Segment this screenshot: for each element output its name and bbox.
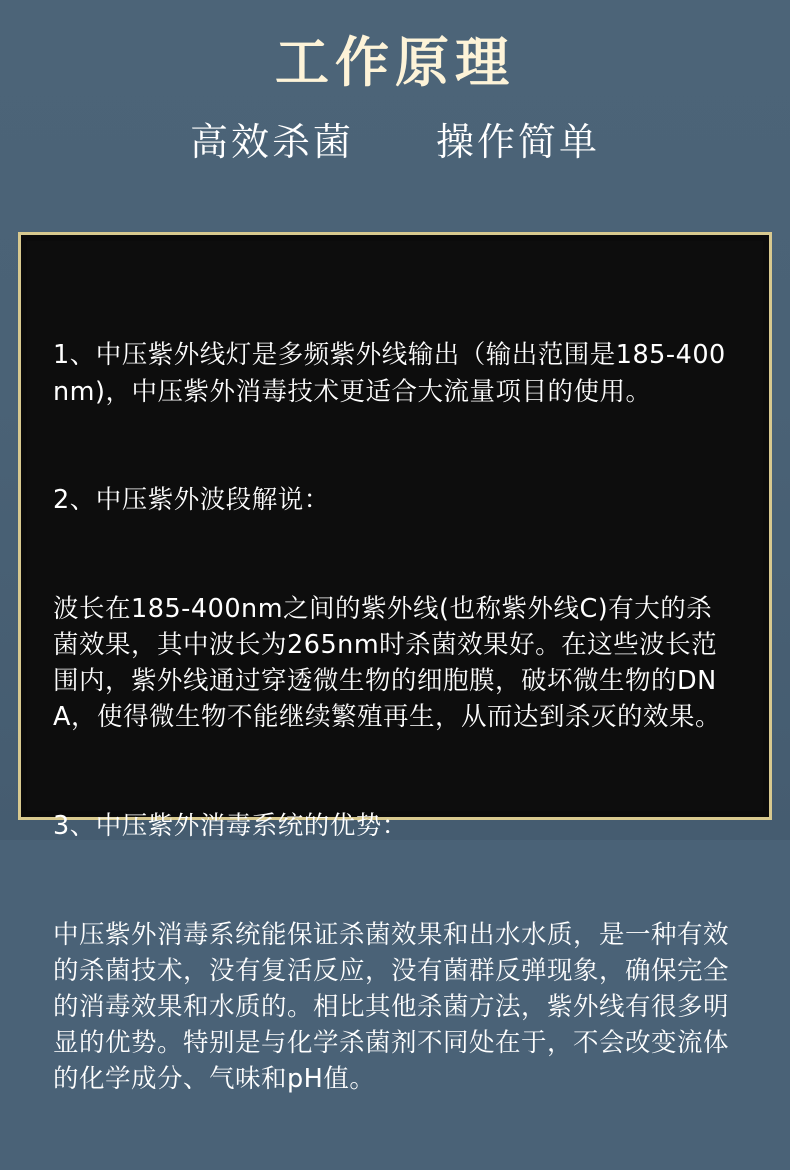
body-text-block: [53, 265, 737, 1170]
poster-header: [0, 0, 790, 167]
paragraph-4: 3、中压紫外消毒系统的优势：: [53, 811, 408, 842]
content-panel-inner: [27, 241, 763, 1095]
paragraph-5: 中压紫外消毒系统能保证杀菌效果和出水水质，是一种有效的杀菌技术，没有复活反应，没有菌群反弹现象，确保完全的消毒效果和水质的。相比其他杀菌方法，紫外线有很多明显的优势。特别是与化学杀菌剂不同处在于，不会改变流体的化学成分、气味和pH值。: [53, 919, 730, 1095]
page-subtitle: 高效杀菌 操作简单: [189, 122, 600, 165]
content-panel: [18, 232, 772, 1095]
paragraph-2: 2、中压紫外波段解说：: [53, 485, 330, 516]
page-title: 工作原理: [275, 33, 515, 93]
paragraph-3: 波长在185-400nm之间的紫外线(也称紫外线C)有大的杀菌效果，其中波长为265nm时杀菌效果好。在这些波长范围内，紫外线通过穿透微生物的细胞膜，破坏微生物的DNA，使得微生物不能继续繁殖再生，从而达到杀灭的效果。: [53, 593, 721, 733]
paragraph-1: 1、中压紫外线灯是多频紫外线输出（输出范围是185-400nm)，中压紫外消毒技术更适合大流量项目的使用。: [53, 340, 726, 407]
